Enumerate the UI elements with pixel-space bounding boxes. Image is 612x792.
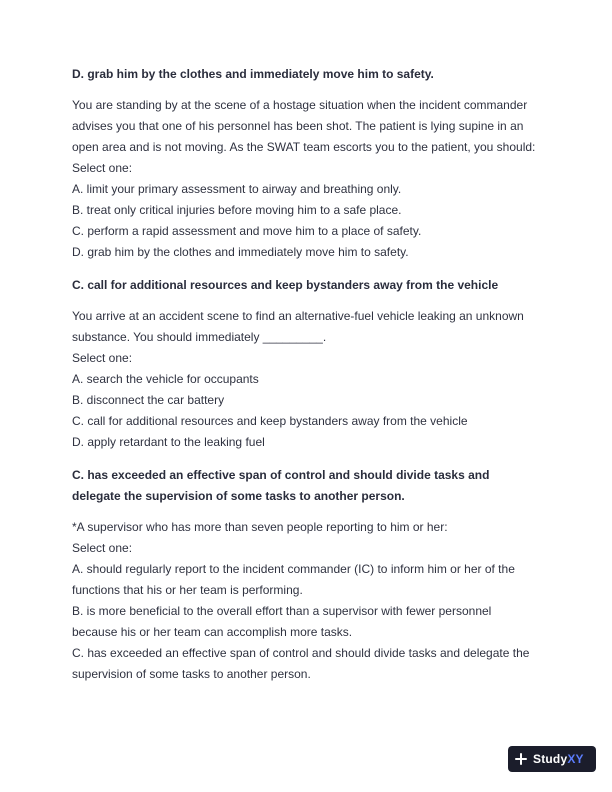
question-text xyxy=(72,517,547,685)
option-d: D. grab him by the clothes and immediately move him to safety. xyxy=(72,245,409,259)
option-c: C. call for additional resources and keep bystanders away from the vehicle xyxy=(72,414,468,428)
answer-line: C. call for additional resources and keep bystanders away from the vehicle xyxy=(72,278,499,292)
option-d: D. apply retardant to the leaking fuel xyxy=(72,435,265,449)
option-c-continued: supervision of some tasks to another person. xyxy=(72,667,311,681)
answer-line: C. has exceeded an effective span of control and should divide tasks and xyxy=(72,468,490,482)
select-one-label: Select one: xyxy=(72,161,133,175)
option-a-continued: functions that his or her team is performing. xyxy=(72,583,303,597)
studyxy-logo xyxy=(508,746,596,772)
qa-section-3 xyxy=(72,465,547,685)
option-b: B. treat only critical injuries before moving him to a safe place. xyxy=(72,203,402,217)
question-line: You arrive at an accident scene to find an alternative-fuel vehicle leaking an unknown xyxy=(72,309,524,323)
question-text xyxy=(72,95,547,263)
select-one-label: Select one: xyxy=(72,351,133,365)
question-line: substance. You should immediately _________. xyxy=(72,330,327,344)
question-text xyxy=(72,306,547,453)
question-line: *A supervisor who has more than seven people reporting to him or her: xyxy=(72,520,448,534)
option-b-continued: because his or her team can accomplish more tasks. xyxy=(72,625,353,639)
option-a: A. should regularly report to the incident commander (IC) to inform him or her of the xyxy=(72,562,515,576)
option-c: C. perform a rapid assessment and move him to a place of safety. xyxy=(72,224,422,238)
option-a: A. limit your primary assessment to airway and breathing only. xyxy=(72,182,402,196)
question-line: advises you that one of his personnel has been shot. The patient is lying supine in an xyxy=(72,119,524,133)
qa-section-1 xyxy=(72,64,547,263)
answer-line: D. grab him by the clothes and immediately move him to safety. xyxy=(72,67,434,81)
qa-section-2 xyxy=(72,275,547,453)
logo-text xyxy=(533,752,584,766)
option-b: B. is more beneficial to the overall effort than a supervisor with fewer personnel xyxy=(72,604,492,618)
question-line: You are standing by at the scene of a hostage situation when the incident commander xyxy=(72,98,528,112)
answer-heading xyxy=(72,465,547,507)
logo-text-accent: XY xyxy=(567,752,584,766)
question-line: open area and is not moving. As the SWAT team escorts you to the patient, you should: xyxy=(72,140,536,154)
answer-heading xyxy=(72,275,547,296)
option-b: B. disconnect the car battery xyxy=(72,393,225,407)
document-page xyxy=(72,64,547,685)
logo-text-main: Study xyxy=(533,752,568,766)
plus-icon xyxy=(515,753,527,765)
option-c: C. has exceeded an effective span of control and should divide tasks and delegate the xyxy=(72,646,530,660)
answer-heading xyxy=(72,64,547,85)
answer-line: delegate the supervision of some tasks to another person. xyxy=(72,489,405,503)
option-a: A. search the vehicle for occupants xyxy=(72,372,259,386)
select-one-label: Select one: xyxy=(72,541,133,555)
